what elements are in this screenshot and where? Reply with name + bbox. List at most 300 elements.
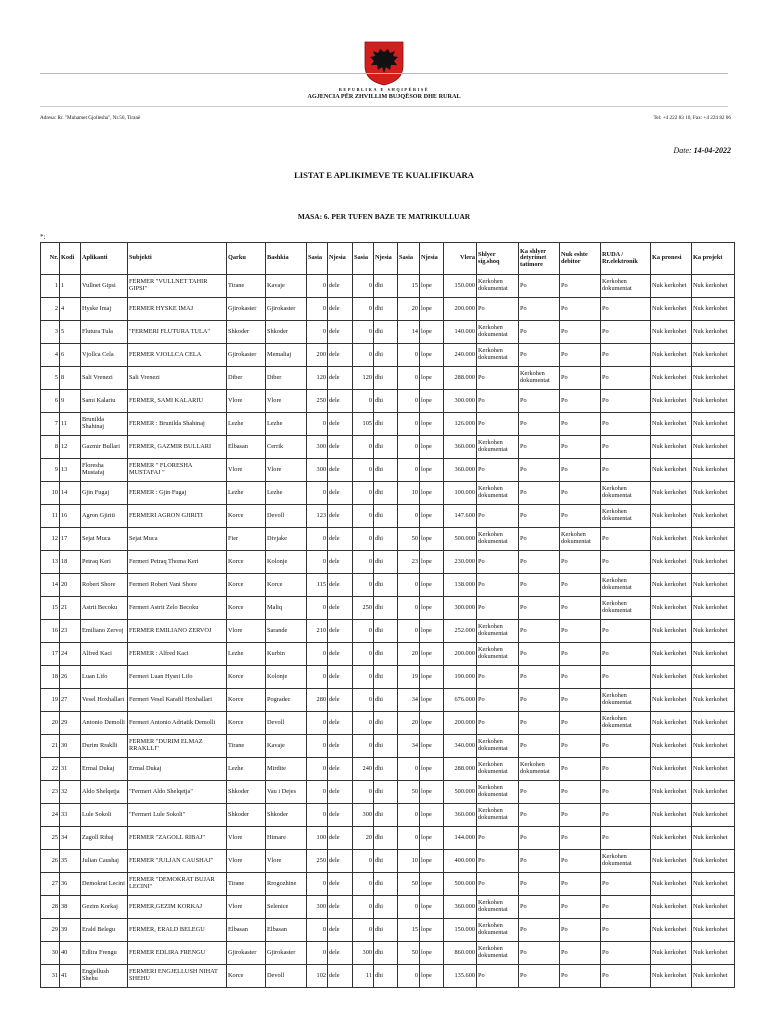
cell-kodi: 5	[60, 321, 81, 344]
cell-aplikanti: Vjollca Cela	[81, 344, 128, 367]
cell-projekt: Nuk kerkohet	[692, 781, 735, 804]
cell-projekt: Nuk kerkohet	[692, 505, 735, 528]
cell-qarku: Korce	[227, 666, 266, 689]
cell-qarku: Korce	[227, 965, 266, 988]
cell-njesia-dhi: dhi	[374, 344, 398, 367]
cell-pronesi: Nuk kerkohet	[651, 367, 692, 390]
cell-njesia-lope: lope	[420, 482, 444, 505]
cell-ruda: Po	[601, 896, 651, 919]
cell-vlera: 138.000	[444, 574, 477, 597]
cell-shlyer-sig: Po	[477, 367, 519, 390]
cell-shlyer-sig: Kerkohen dokumentat	[477, 919, 519, 942]
applications-table	[40, 242, 735, 988]
cell-detyrime-tatimore: Po	[519, 965, 560, 988]
cell-njesia-dele: dele	[328, 436, 353, 459]
cell-kodi: 30	[60, 735, 81, 758]
cell-kodi: 9	[60, 390, 81, 413]
cell-sasia-lope: 0	[398, 827, 420, 850]
cell-subjekti: FERMER "DEMOKRAT BUJAR LECINI"	[128, 873, 227, 896]
cell-ruda: Po	[601, 643, 651, 666]
table-row	[41, 620, 735, 643]
header-divider	[40, 106, 728, 107]
cell-subjekti: FERMER : Brunilda Shahinaj	[128, 413, 227, 436]
cell-detyrime-tatimore: Po	[519, 551, 560, 574]
cell-njesia-dele: dele	[328, 896, 353, 919]
cell-nr: 31	[41, 965, 60, 988]
cell-nr: 5	[41, 367, 60, 390]
cell-ruda: Po	[601, 965, 651, 988]
cell-njesia-lope: lope	[420, 735, 444, 758]
cell-sasia-dhi: 0	[353, 643, 374, 666]
cell-vlera: 400.000	[444, 850, 477, 873]
cell-qarku: Lezhe	[227, 413, 266, 436]
cell-sasia-dhi: 0	[353, 574, 374, 597]
cell-kodi: 6	[60, 344, 81, 367]
cell-detyrime-tatimore: Po	[519, 321, 560, 344]
cell-debitor: Po	[560, 666, 601, 689]
cell-sasia-dele: 0	[307, 942, 328, 965]
cell-sasia-dhi: 0	[353, 850, 374, 873]
cell-nr: 26	[41, 850, 60, 873]
cell-kodi: 34	[60, 827, 81, 850]
cell-kodi: 1	[60, 275, 81, 298]
cell-njesia-lope: lope	[420, 321, 444, 344]
cell-subjekti: FERMERI ENGJELLUSH NIHAT SHEHU	[128, 965, 227, 988]
cell-sasia-lope: 0	[398, 574, 420, 597]
cell-njesia-dhi: dhi	[374, 643, 398, 666]
cell-nr: 16	[41, 620, 60, 643]
cell-njesia-dhi: dhi	[374, 413, 398, 436]
cell-shlyer-sig: Po	[477, 965, 519, 988]
cell-projekt: Nuk kerkohet	[692, 850, 735, 873]
albania-emblem-icon	[363, 40, 405, 86]
cell-aplikanti: Gezim Korkaj	[81, 896, 128, 919]
cell-projekt: Nuk kerkohet	[692, 436, 735, 459]
column-header-nr: Nr.	[41, 243, 60, 275]
cell-detyrime-tatimore: Po	[519, 597, 560, 620]
cell-njesia-dele: dele	[328, 275, 353, 298]
cell-vlera: 126.000	[444, 413, 477, 436]
cell-njesia-dhi: dhi	[374, 919, 398, 942]
cell-vlera: 252.000	[444, 620, 477, 643]
cell-ruda: Po	[601, 459, 651, 482]
cell-projekt: Nuk kerkohet	[692, 528, 735, 551]
cell-vlera: 288.000	[444, 758, 477, 781]
cell-ruda: Po	[601, 781, 651, 804]
cell-sasia-dhi: 0	[353, 528, 374, 551]
cell-detyrime-tatimore: Po	[519, 850, 560, 873]
cell-sasia-lope: 10	[398, 850, 420, 873]
cell-sasia-lope: 0	[398, 804, 420, 827]
cell-njesia-dele: dele	[328, 758, 353, 781]
cell-bashkia: Vlore	[266, 390, 307, 413]
cell-sasia-lope: 10	[398, 482, 420, 505]
table-row	[41, 344, 735, 367]
cell-sasia-dele: 0	[307, 643, 328, 666]
cell-sasia-dhi: 0	[353, 896, 374, 919]
table-row	[41, 321, 735, 344]
column-header-projekt: Ka projekt	[692, 243, 735, 275]
cell-ruda: Po	[601, 298, 651, 321]
cell-qarku: Lezhe	[227, 482, 266, 505]
cell-ruda: Po	[601, 735, 651, 758]
measure-subtitle: MASA: 6. PER TUFEN BAZE TE MATRIKULLUAR	[297, 212, 471, 221]
cell-qarku: Korce	[227, 712, 266, 735]
cell-vlera: 360.000	[444, 896, 477, 919]
cell-projekt: Nuk kerkohet	[692, 551, 735, 574]
table-row	[41, 275, 735, 298]
cell-vlera: 147.600	[444, 505, 477, 528]
cell-sasia-dhi: 0	[353, 620, 374, 643]
cell-aplikanti: Vesel Hoxhallari	[81, 689, 128, 712]
table-row	[41, 390, 735, 413]
cell-bashkia: Memaliaj	[266, 344, 307, 367]
cell-njesia-lope: lope	[420, 390, 444, 413]
cell-kodi: 40	[60, 942, 81, 965]
cell-shlyer-sig: Kerkohen dokumentat	[477, 620, 519, 643]
cell-njesia-dele: dele	[328, 666, 353, 689]
cell-sasia-dhi: 0	[353, 505, 374, 528]
page-title: LISTAT E APLIKIMEVE TE KUALIFIKUARA	[294, 170, 474, 180]
cell-bashkia: Kurbin	[266, 643, 307, 666]
column-header-bashkia: Bashkia	[266, 243, 307, 275]
cell-subjekti: Fermeri Vesel Karafil Hoxhallari	[128, 689, 227, 712]
cell-detyrime-tatimore: Po	[519, 689, 560, 712]
cell-aplikanti: Engjellush Shehu	[81, 965, 128, 988]
cell-njesia-dele: dele	[328, 850, 353, 873]
cell-nr: 24	[41, 804, 60, 827]
cell-qarku: Korce	[227, 597, 266, 620]
cell-projekt: Nuk kerkohet	[692, 942, 735, 965]
cell-detyrime-tatimore: Po	[519, 620, 560, 643]
cell-debitor: Po	[560, 873, 601, 896]
cell-njesia-lope: lope	[420, 459, 444, 482]
cell-bashkia: Vlore	[266, 459, 307, 482]
cell-detyrime-tatimore: Kerkohen dokumentat	[519, 367, 560, 390]
cell-debitor: Po	[560, 482, 601, 505]
cell-subjekti: FERMER EMILIANO ZERVOJ	[128, 620, 227, 643]
cell-debitor: Po	[560, 620, 601, 643]
cell-kodi: 36	[60, 873, 81, 896]
cell-subjekti: FERMER HYSKE IMAJ	[128, 298, 227, 321]
cell-pronesi: Nuk kerkohet	[651, 505, 692, 528]
note-marker: *:	[40, 233, 46, 241]
cell-sasia-dele: 0	[307, 321, 328, 344]
cell-shlyer-sig: Kerkohen dokumentat	[477, 942, 519, 965]
cell-sasia-dhi: 0	[353, 781, 374, 804]
header-rule	[40, 73, 728, 74]
cell-ruda: Kerkohen dokumentat	[601, 689, 651, 712]
cell-subjekti: FERMER,GEZIM KORKAJ	[128, 896, 227, 919]
cell-subjekti: "FERMERI FLUTURA TULA"	[128, 321, 227, 344]
cell-qarku: Shkoder	[227, 804, 266, 827]
cell-debitor: Po	[560, 965, 601, 988]
cell-aplikanti: Vullnet Gipsi	[81, 275, 128, 298]
cell-debitor: Po	[560, 758, 601, 781]
cell-projekt: Nuk kerkohet	[692, 896, 735, 919]
cell-debitor: Po	[560, 275, 601, 298]
cell-pronesi: Nuk kerkohet	[651, 781, 692, 804]
cell-njesia-lope: lope	[420, 643, 444, 666]
cell-qarku: Fier	[227, 528, 266, 551]
cell-debitor: Po	[560, 367, 601, 390]
cell-sasia-dhi: 0	[353, 735, 374, 758]
cell-debitor: Po	[560, 321, 601, 344]
cell-aplikanti: Antonio Demolli	[81, 712, 128, 735]
cell-kodi: 29	[60, 712, 81, 735]
cell-sasia-dele: 0	[307, 758, 328, 781]
agency-name: AGJENCIA PËR ZHVILLIM BUJQËSOR DHE RURAL	[307, 93, 461, 100]
cell-pronesi: Nuk kerkohet	[651, 712, 692, 735]
cell-qarku: Diber	[227, 367, 266, 390]
cell-detyrime-tatimore: Po	[519, 275, 560, 298]
cell-vlera: 860.000	[444, 942, 477, 965]
cell-bashkia: Devoll	[266, 712, 307, 735]
cell-aplikanti: Edlira Frengu	[81, 942, 128, 965]
cell-sasia-dele: 250	[307, 390, 328, 413]
cell-aplikanti: Floresha Mustafaj	[81, 459, 128, 482]
cell-subjekti: Fermeri Robert Vani Shore	[128, 574, 227, 597]
cell-nr: 9	[41, 459, 60, 482]
cell-sasia-lope: 0	[398, 597, 420, 620]
cell-detyrime-tatimore: Po	[519, 896, 560, 919]
cell-njesia-dhi: dhi	[374, 436, 398, 459]
cell-sasia-dhi: 11	[353, 965, 374, 988]
cell-pronesi: Nuk kerkohet	[651, 758, 692, 781]
cell-detyrime-tatimore: Po	[519, 804, 560, 827]
cell-bashkia: Selenice	[266, 896, 307, 919]
cell-kodi: 23	[60, 620, 81, 643]
cell-sasia-dele: 0	[307, 275, 328, 298]
table-row	[41, 459, 735, 482]
cell-pronesi: Nuk kerkohet	[651, 597, 692, 620]
cell-projekt: Nuk kerkohet	[692, 344, 735, 367]
cell-debitor: Po	[560, 505, 601, 528]
table-row	[41, 436, 735, 459]
table-row	[41, 666, 735, 689]
cell-sasia-dhi: 0	[353, 666, 374, 689]
cell-sasia-lope: 0	[398, 505, 420, 528]
cell-pronesi: Nuk kerkohet	[651, 620, 692, 643]
cell-njesia-dele: dele	[328, 528, 353, 551]
cell-nr: 1	[41, 275, 60, 298]
cell-projekt: Nuk kerkohet	[692, 298, 735, 321]
column-header-pronesi: Ka pronesi	[651, 243, 692, 275]
cell-qarku: Gjirokaster	[227, 942, 266, 965]
cell-njesia-dhi: dhi	[374, 298, 398, 321]
cell-njesia-lope: lope	[420, 597, 444, 620]
table-row	[41, 781, 735, 804]
cell-njesia-lope: lope	[420, 689, 444, 712]
cell-nr: 23	[41, 781, 60, 804]
cell-pronesi: Nuk kerkohet	[651, 574, 692, 597]
cell-shlyer-sig: Kerkohen dokumentat	[477, 275, 519, 298]
column-header-sasia-dele: Sasia	[307, 243, 328, 275]
cell-sasia-lope: 0	[398, 965, 420, 988]
cell-sasia-dhi: 0	[353, 689, 374, 712]
cell-nr: 2	[41, 298, 60, 321]
cell-shlyer-sig: Kerkohen dokumentat	[477, 758, 519, 781]
cell-bashkia: Sarande	[266, 620, 307, 643]
cell-njesia-dhi: dhi	[374, 574, 398, 597]
cell-njesia-dhi: dhi	[374, 620, 398, 643]
cell-shlyer-sig: Po	[477, 712, 519, 735]
cell-vlera: 240.000	[444, 344, 477, 367]
cell-aplikanti: Erald Belegu	[81, 919, 128, 942]
cell-vlera: 500.000	[444, 781, 477, 804]
cell-detyrime-tatimore: Po	[519, 827, 560, 850]
date-label: Date:	[673, 146, 692, 155]
cell-subjekti: "Fermeri Aldo Shelqetja"	[128, 781, 227, 804]
cell-njesia-dele: dele	[328, 298, 353, 321]
cell-aplikanti: Zagoll Ribaj	[81, 827, 128, 850]
cell-shlyer-sig: Po	[477, 413, 519, 436]
cell-debitor: Po	[560, 689, 601, 712]
cell-qarku: Vlore	[227, 390, 266, 413]
cell-njesia-dhi: dhi	[374, 827, 398, 850]
cell-subjekti: Sali Vrenezi	[128, 367, 227, 390]
cell-aplikanti: Ermal Dukaj	[81, 758, 128, 781]
cell-qarku: Elbasan	[227, 436, 266, 459]
cell-vlera: 500.000	[444, 873, 477, 896]
cell-projekt: Nuk kerkohet	[692, 321, 735, 344]
cell-vlera: 100.000	[444, 482, 477, 505]
table-row	[41, 712, 735, 735]
cell-aplikanti: Julian Caushaj	[81, 850, 128, 873]
cell-sasia-lope: 0	[398, 390, 420, 413]
cell-kodi: 41	[60, 965, 81, 988]
cell-njesia-dele: dele	[328, 827, 353, 850]
cell-shlyer-sig: Po	[477, 689, 519, 712]
cell-detyrime-tatimore: Po	[519, 712, 560, 735]
table-row	[41, 643, 735, 666]
cell-njesia-dele: dele	[328, 551, 353, 574]
column-header-qarku: Qarku	[227, 243, 266, 275]
column-header-vlera: Vlera	[444, 243, 477, 275]
cell-bashkia: Diber	[266, 367, 307, 390]
table-row	[41, 965, 735, 988]
cell-qarku: Vlore	[227, 850, 266, 873]
cell-nr: 7	[41, 413, 60, 436]
cell-qarku: Tirane	[227, 873, 266, 896]
cell-sasia-dele: 0	[307, 597, 328, 620]
cell-njesia-lope: lope	[420, 367, 444, 390]
cell-njesia-dhi: dhi	[374, 712, 398, 735]
cell-nr: 6	[41, 390, 60, 413]
cell-pronesi: Nuk kerkohet	[651, 275, 692, 298]
cell-ruda: Po	[601, 942, 651, 965]
cell-sasia-dhi: 0	[353, 390, 374, 413]
cell-projekt: Nuk kerkohet	[692, 827, 735, 850]
cell-sasia-lope: 0	[398, 620, 420, 643]
cell-shlyer-sig: Po	[477, 298, 519, 321]
cell-bashkia: Himare	[266, 827, 307, 850]
cell-ruda: Kerkohen dokumentat	[601, 574, 651, 597]
cell-sasia-lope: 50	[398, 781, 420, 804]
cell-aplikanti: Sali Vrenezi	[81, 367, 128, 390]
cell-detyrime-tatimore: Po	[519, 942, 560, 965]
cell-shlyer-sig: Po	[477, 551, 519, 574]
cell-debitor: Po	[560, 298, 601, 321]
cell-aplikanti: Robert Shore	[81, 574, 128, 597]
cell-bashkia: Shkoder	[266, 321, 307, 344]
cell-pronesi: Nuk kerkohet	[651, 942, 692, 965]
cell-bashkia: Shkoder	[266, 804, 307, 827]
cell-njesia-dele: dele	[328, 942, 353, 965]
cell-njesia-dhi: dhi	[374, 597, 398, 620]
cell-sasia-dele: 100	[307, 827, 328, 850]
cell-sasia-dhi: 240	[353, 758, 374, 781]
cell-njesia-lope: lope	[420, 965, 444, 988]
cell-sasia-lope: 19	[398, 666, 420, 689]
cell-sasia-lope: 0	[398, 367, 420, 390]
cell-sasia-lope: 23	[398, 551, 420, 574]
cell-njesia-dele: dele	[328, 505, 353, 528]
cell-subjekti: FERMER EDLIRA FRENGU	[128, 942, 227, 965]
cell-nr: 10	[41, 482, 60, 505]
cell-sasia-dhi: 0	[353, 344, 374, 367]
cell-ruda: Po	[601, 344, 651, 367]
cell-qarku: Tirane	[227, 735, 266, 758]
cell-sasia-dele: 0	[307, 413, 328, 436]
cell-ruda: Po	[601, 367, 651, 390]
cell-aplikanti: Durim Rraklli	[81, 735, 128, 758]
cell-sasia-dhi: 105	[353, 413, 374, 436]
cell-njesia-dhi: dhi	[374, 551, 398, 574]
cell-detyrime-tatimore: Po	[519, 528, 560, 551]
cell-sasia-lope: 0	[398, 758, 420, 781]
cell-pronesi: Nuk kerkohet	[651, 321, 692, 344]
cell-nr: 3	[41, 321, 60, 344]
cell-ruda: Po	[601, 620, 651, 643]
cell-njesia-dele: dele	[328, 919, 353, 942]
cell-debitor: Po	[560, 344, 601, 367]
cell-vlera: 288.000	[444, 367, 477, 390]
cell-aplikanti: Aldo Shelqetja	[81, 781, 128, 804]
cell-ruda: Po	[601, 551, 651, 574]
cell-pronesi: Nuk kerkohet	[651, 298, 692, 321]
cell-nr: 17	[41, 643, 60, 666]
cell-aplikanti: Gazmir Bullari	[81, 436, 128, 459]
cell-kodi: 20	[60, 574, 81, 597]
cell-njesia-dele: dele	[328, 574, 353, 597]
cell-projekt: Nuk kerkohet	[692, 643, 735, 666]
cell-qarku: Korce	[227, 505, 266, 528]
table-row	[41, 873, 735, 896]
cell-debitor: Po	[560, 436, 601, 459]
cell-nr: 12	[41, 528, 60, 551]
cell-njesia-dele: dele	[328, 367, 353, 390]
cell-subjekti: FERMERI AGRON GJIRITI	[128, 505, 227, 528]
cell-kodi: 4	[60, 298, 81, 321]
cell-njesia-lope: lope	[420, 712, 444, 735]
cell-sasia-dhi: 0	[353, 712, 374, 735]
table-row	[41, 551, 735, 574]
cell-njesia-dele: dele	[328, 804, 353, 827]
table-row	[41, 919, 735, 942]
cell-aplikanti: Alfred Kaci	[81, 643, 128, 666]
cell-debitor: Po	[560, 942, 601, 965]
cell-bashkia: Kolonje	[266, 551, 307, 574]
cell-kodi: 33	[60, 804, 81, 827]
cell-projekt: Nuk kerkohet	[692, 919, 735, 942]
cell-pronesi: Nuk kerkohet	[651, 804, 692, 827]
table-row	[41, 482, 735, 505]
cell-aplikanti: Demokrat Lecini	[81, 873, 128, 896]
cell-bashkia: Kavaje	[266, 275, 307, 298]
cell-debitor: Po	[560, 896, 601, 919]
cell-aplikanti: Astrit Becoku	[81, 597, 128, 620]
